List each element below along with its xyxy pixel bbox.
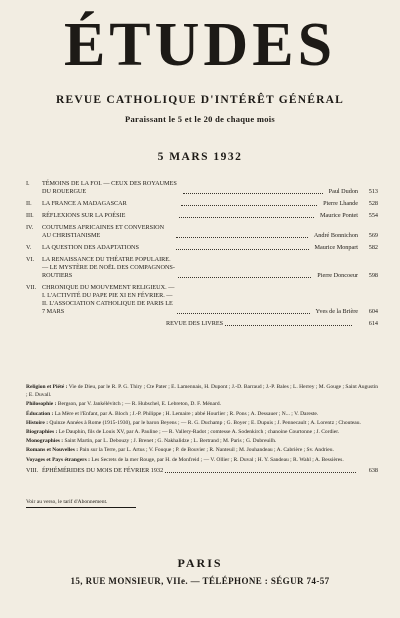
review-category: Voyages et Pays étrangers : [26,456,90,463]
toc-page: 614 [368,320,378,327]
review-category: Histoire : [26,419,49,426]
toc-author: Paul Dudon [328,188,359,195]
review-paragraph [26,383,378,399]
review-text: Saint Martin, par L. Debouzy ; J. Brenet ; G. Nakhalidze ; L. Bertrand ; M. Paris ; G. Dubreuilh. [64,438,277,445]
review-category: Religion et Piété : [26,384,68,390]
toc-page: 569 [368,232,379,239]
toc-page: 598 [368,272,378,279]
book-reviews [26,383,378,479]
issue-date: 5 MARS 1932 [157,151,243,163]
leader-dots [181,205,318,206]
toc-title: LA QUESTION DES ADAPTATIONS [42,244,139,251]
toc-number: VIII. [26,466,39,474]
leader-dots [179,217,314,218]
toc-number: IV. [26,224,34,231]
review-paragraph [26,456,378,464]
toc-entry [26,256,378,280]
toc-number: II. [26,200,32,207]
review-text: Quinze Années à Rome (1915-1930), par le baron Beyens ; — R. G. Duchamp ; G. Boyer ; E. Dupuis ; J. Pennecault ; A. Lorentz ; Chouteau. [49,419,361,426]
toc-entry [26,200,378,208]
review-category: Philosophie : [26,401,57,408]
toc-page: 513 [368,188,379,195]
toc-title: TÉMOINS DE LA FOI. — CEUX DES ROYAUMES DU ROUERGUE [42,180,177,195]
leader-dots [165,472,356,473]
leader-dots [176,249,308,250]
review-category: Monographies : [26,438,64,445]
review-text: Vie de Dieu, par le R. P. G. Thiry ; Cte Pater ; E. Lamennais, H. Dupont ; J.-D. Barraud ; J.-P. Bales ; L. Herrey ; M. Gouge ; Saint Augustin ; E. Duvall. [26,384,378,399]
leader-dots [177,313,310,314]
toc-entry [26,467,378,475]
toc-author: Maurice Monpart [314,244,359,251]
toc-title: REVUE DES LIVRES [166,320,224,327]
review-paragraph [26,437,378,445]
review-text: Le Dauphin, fils de Louis XV, par A. Pauline ; — R. Vallery-Radot ; comtesse A. Sodenkirch ; chanoine Courtonne ; J. Cordier. [58,429,340,436]
toc-entry [26,284,378,316]
review-category: Romans et Nouvelles : [26,447,79,454]
toc-author: Maurice Pontet [320,212,359,219]
divider [26,507,136,508]
toc-page: 604 [368,308,379,315]
review-paragraph [26,400,378,408]
toc-author: André Bonnichon [313,232,359,239]
review-paragraph [26,410,378,418]
toc-author: Yves de la Brière [315,308,359,315]
subscription-note: Voir au verso, le tarif d'Abonnement. [26,499,108,505]
publisher-address: 15, RUE MONSIEUR, VIIe. — TÉLÉPHONE : SÉGUR 74-57 [70,576,330,586]
toc-title: CHRONIQUE DU MOUVEMENT RELIGIEUX. — I. L'ACTIVITÉ DU PAPE PIE XI EN FÉVRIER. — II. L'ASSOCIATION CATHOLIQUE DE PARIS LE 7 MARS [42,284,175,315]
toc-title: ÉPHÉMÉRIDES DU MOIS DE FÉVRIER 1932 [42,466,164,474]
toc-title: LA RENAISSANCE DU THÉATRE POPULAIRE. — LE MYSTÈRE DE NOËL DES COMPAGNONS-ROUTIERS [42,256,175,279]
toc-author: Pierre Lhande [323,200,358,207]
toc-entry [26,244,378,252]
review-category: Éducation : [26,410,54,417]
toc-author: Pierre Doncoeur [317,272,358,279]
review-text: Les Secrets de la mer Rouge, par H. de Monfreid ; — V. Ollier ; R. Duval ; H. Y. Sandeau ; R. Wahl ; A. Bessières. [91,456,344,463]
toc-page: 554 [368,212,379,219]
toc-page: 638 [368,466,378,474]
publisher-city: PARIS [177,556,223,570]
subtitle: REVUE CATHOLIQUE D'INTÉRÊT GÉNÉRAL [56,94,344,106]
review-paragraph [26,419,378,427]
toc-title: RÉFLEXIONS SUR LA POÉSIE [42,212,126,219]
toc-number: VII. [26,284,37,291]
toc-number: III. [26,212,34,219]
leader-dots [176,237,308,238]
toc-title: COUTUMES AFRICAINES ET CONVERSION AU CHRISTIANISME [42,224,165,239]
review-text: La Mère et l'Enfant, par A. Bloch ; J.-P. Philippe ; H. Lemaire ; abbé Hourlier ; R. Pons ; A. Dessauer ; N... ; V. Dareste. [54,410,319,417]
review-text: Pain sur la Terre, par L. Artus ; V. Fouque ; P. de Bouvier ; R. Nanteuil ; M. Jouhandeau ; A. Cabrière ; Sv. Andrieu. [79,447,334,454]
review-paragraph [26,446,378,454]
toc-title: LA FRANCE A MADAGASCAR [42,200,127,207]
table-of-contents [26,180,378,332]
toc-number: I. [26,180,30,187]
toc-page: 582 [368,244,379,251]
toc-number: V. [26,244,32,251]
review-category: Biographies : [26,429,58,436]
publication-period: Paraissant le 5 et le 20 de chaque mois [124,114,276,124]
masthead-title: ÉTUDES [63,11,337,79]
review-text: Bergson, par V. Jankélévitch ; — R. Hubschel, E. Lebreton, D. F. Ménard. [57,401,221,408]
toc-entry [26,320,378,328]
toc-page: 528 [368,200,378,207]
review-paragraph [26,428,378,436]
toc-entry [26,180,378,196]
leader-dots [178,277,312,278]
toc-entry [26,212,378,220]
toc-number: VI. [26,256,35,263]
toc-entry [26,224,378,240]
leader-dots [225,325,352,326]
leader-dots [183,193,322,194]
